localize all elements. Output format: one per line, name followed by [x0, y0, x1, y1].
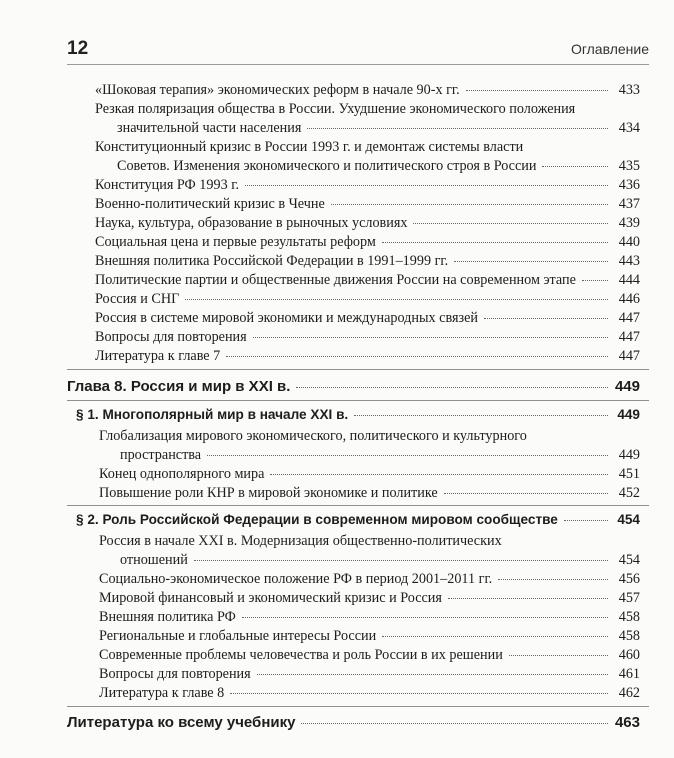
toc-entry-title: Повышение роли КНР в мировой экономике и политике	[99, 485, 438, 501]
leader-dots	[257, 674, 608, 675]
toc-entry[interactable]	[99, 465, 640, 483]
toc-entry-title: Современные проблемы человечества и роль России в их решении	[99, 647, 503, 663]
toc-entry[interactable]	[95, 252, 640, 270]
section-page: 449	[617, 407, 640, 422]
toc-entry-title-line2: пространства	[120, 447, 202, 463]
toc-entry[interactable]	[99, 484, 640, 502]
toc-entry[interactable]	[95, 271, 640, 289]
toc-entry-page: 457	[618, 590, 640, 606]
toc-entry[interactable]	[99, 570, 640, 588]
toc-entry[interactable]	[95, 176, 640, 194]
leader-dots	[226, 356, 608, 357]
leader-dots	[454, 261, 608, 262]
toc-entry[interactable]	[117, 157, 640, 175]
toc-entry-page: 433	[618, 82, 640, 98]
toc-entry-title: Мировой финансовый и экономический кризис и Россия	[99, 590, 442, 606]
toc-entry-page: 451	[618, 466, 640, 482]
bibliography-title: Литература ко всему учебнику	[67, 714, 296, 731]
toc-entry-page: 440	[618, 234, 640, 250]
toc-entry[interactable]	[120, 551, 640, 569]
toc-entry[interactable]	[95, 309, 640, 327]
section-title: § 2. Роль Российской Федерации в современном мировом сообществе	[76, 512, 558, 527]
toc-entry-title-line2: значительной части населения	[117, 120, 302, 136]
leader-dots	[542, 166, 608, 167]
toc-entry[interactable]	[95, 290, 640, 308]
toc-entry-page: 449	[618, 447, 640, 463]
toc-entry-title-line1[interactable]: Россия в начале XXI в. Модернизация общественно-политических	[99, 533, 502, 549]
toc-entry[interactable]	[95, 214, 640, 232]
toc-entry-page: 454	[618, 552, 640, 568]
leader-dots	[185, 299, 608, 300]
toc-entry-page: 456	[618, 571, 640, 587]
toc-entry[interactable]	[117, 119, 640, 137]
running-title: Оглавление	[570, 41, 649, 57]
toc-entry-page: 435	[618, 158, 640, 174]
leader-dots	[382, 636, 608, 637]
toc-entry-title: Социально-экономическое положение РФ в период 2001–2011 гг.	[99, 571, 493, 587]
toc-entry-title: Внешняя политика РФ	[99, 609, 236, 625]
leader-dots	[382, 242, 608, 243]
toc-entry-title: Конец однополярного мира	[99, 466, 265, 482]
toc-entry-page: 458	[618, 628, 640, 644]
toc-entry-page: 462	[618, 685, 640, 701]
toc-entry[interactable]	[99, 665, 640, 683]
toc-entry-page: 444	[618, 272, 640, 288]
toc-entry[interactable]	[99, 589, 640, 607]
chapter-title: Глава 8. Россия и мир в XXI в.	[67, 378, 291, 395]
leader-dots	[301, 723, 608, 724]
toc-entry[interactable]	[95, 195, 640, 213]
leader-dots	[245, 185, 608, 186]
toc-entry-title-line1[interactable]: Конституционный кризис в России 1993 г. и демонтаж системы власти	[95, 139, 524, 155]
toc-entry-title-line1[interactable]: Глобализация мирового экономического, политического и культурного	[99, 428, 527, 444]
leader-dots	[242, 617, 608, 618]
leader-dots	[509, 655, 608, 656]
toc-entry-page: 458	[618, 609, 640, 625]
toc-entry-title: Социальная цена и первые результаты реформ	[95, 234, 376, 250]
toc-entry[interactable]	[99, 627, 640, 645]
divider	[67, 369, 649, 370]
toc-entry-title: Внешняя политика Российской Федерации в 1991–1999 гг.	[95, 253, 449, 269]
toc-entry[interactable]	[120, 446, 640, 464]
leader-dots	[564, 520, 608, 521]
leader-dots	[484, 318, 608, 319]
toc-entry-title-line1[interactable]: Резкая поляризация общества в России. Ухудшение экономического положения	[95, 101, 576, 117]
toc-entry-page: 446	[618, 291, 640, 307]
toc-entry[interactable]	[95, 233, 640, 251]
chapter-8-entry[interactable]	[67, 378, 640, 396]
toc-entry-page: 434	[618, 120, 640, 136]
leader-dots	[448, 598, 608, 599]
chapter-page: 449	[614, 378, 640, 395]
toc-entry-page: 447	[618, 310, 640, 326]
divider	[67, 706, 649, 707]
leader-dots	[444, 493, 608, 494]
leader-dots	[253, 337, 608, 338]
toc-entry-title: Россия в системе мировой экономики и международных связей	[95, 310, 478, 326]
page-number: 12	[67, 38, 89, 59]
leader-dots	[413, 223, 608, 224]
section-2-entry[interactable]	[76, 511, 640, 529]
toc-entry-title: Россия и СНГ	[95, 291, 180, 307]
leader-dots	[331, 204, 608, 205]
section-page: 454	[617, 512, 640, 527]
toc-entry-page: 443	[618, 253, 640, 269]
bibliography-page: 463	[614, 714, 640, 731]
bibliography-entry[interactable]	[67, 714, 640, 732]
divider	[67, 400, 649, 401]
toc-entry-title-line2: Советов. Изменения экономического и политического строя в России	[117, 158, 537, 174]
toc-entry[interactable]	[95, 328, 640, 346]
toc-entry-page: 461	[618, 666, 640, 682]
toc-entry-page: 452	[618, 485, 640, 501]
toc-entry-page: 437	[618, 196, 640, 212]
divider	[67, 505, 649, 506]
leader-dots	[498, 579, 608, 580]
leader-dots	[194, 560, 608, 561]
section-1-entry[interactable]	[76, 406, 640, 424]
toc-entry[interactable]	[99, 684, 640, 702]
leader-dots	[230, 693, 608, 694]
toc-entry[interactable]	[95, 347, 640, 365]
toc-entry-title: Наука, культура, образование в рыночных условиях	[95, 215, 408, 231]
toc-entry-title: Военно-политический кризис в Чечне	[95, 196, 325, 212]
toc-entry-title: Вопросы для повторения	[99, 666, 251, 682]
toc-entry[interactable]	[95, 81, 640, 99]
toc-entry-title: Региональные и глобальные интересы России	[99, 628, 377, 644]
section-title: § 1. Многополярный мир в начале XXI в.	[76, 407, 349, 422]
toc-entry-page: 436	[618, 177, 640, 193]
leader-dots	[582, 280, 608, 281]
toc-entry-title: Вопросы для повторения	[95, 329, 247, 345]
toc-entry[interactable]	[99, 608, 640, 626]
toc-entry-title: «Шоковая терапия» экономических реформ в начале 90-х гг.	[95, 82, 460, 98]
toc-entry-title-line2: отношений	[120, 552, 188, 568]
leader-dots	[270, 474, 608, 475]
leader-dots	[296, 387, 608, 388]
leader-dots	[207, 455, 608, 456]
leader-dots	[307, 128, 608, 129]
toc-entry-title: Политические партии и общественные движения России на современном этапе	[95, 272, 576, 288]
toc-entry[interactable]	[99, 646, 640, 664]
toc-entry-page: 447	[618, 348, 640, 364]
leader-dots	[354, 415, 608, 416]
toc-entry-page: 447	[618, 329, 640, 345]
toc-entry-page: 460	[618, 647, 640, 663]
toc-entry-page: 439	[618, 215, 640, 231]
toc-entry-title: Литература к главе 8	[99, 685, 225, 701]
toc-entry-title: Литература к главе 7	[95, 348, 221, 364]
toc-entry-title: Конституция РФ 1993 г.	[95, 177, 239, 193]
leader-dots	[466, 90, 608, 91]
